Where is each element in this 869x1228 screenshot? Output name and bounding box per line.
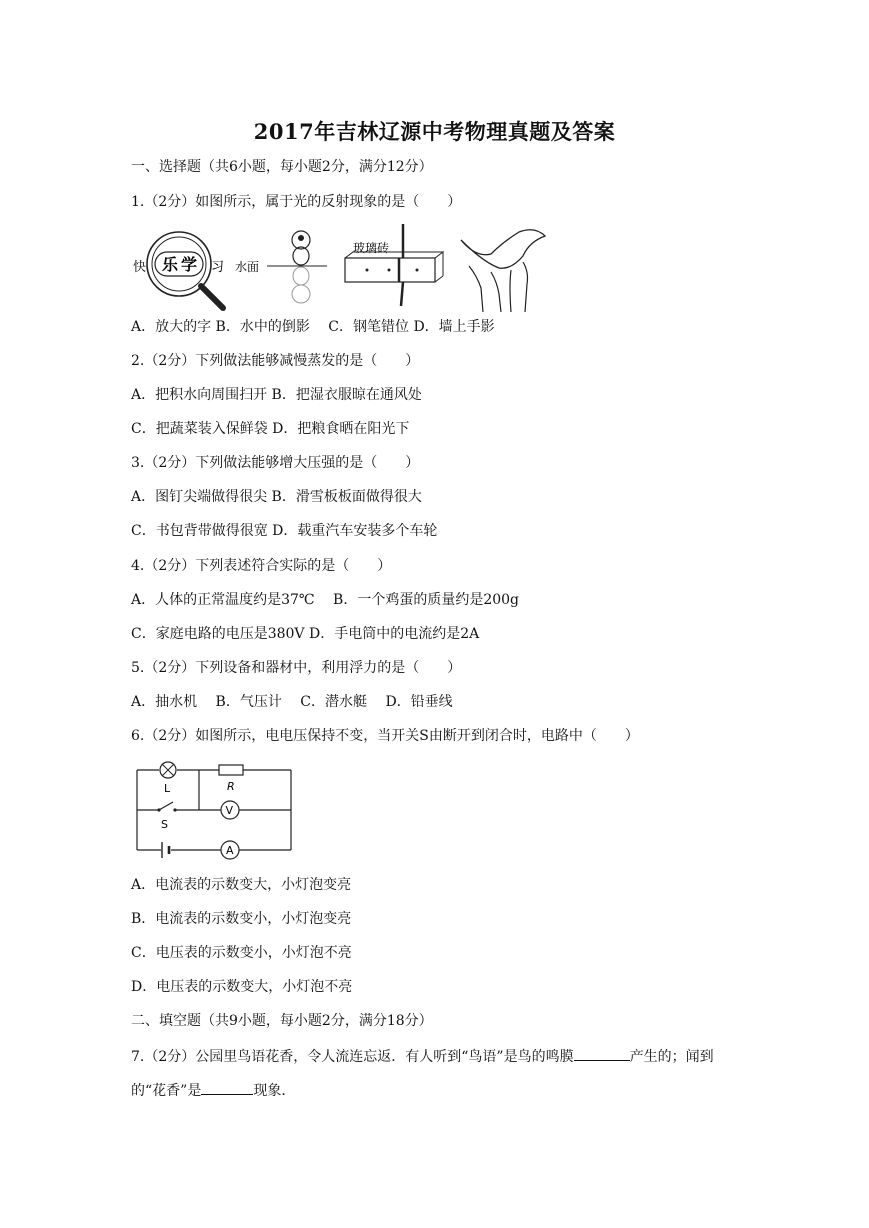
question-2-options-ab: A．把积水向周围扫开 B．把湿衣服晾在通风处 xyxy=(131,387,422,403)
question-5-stem: 5.（2分）下列设备和器材中，利用浮力的是（ ） xyxy=(131,660,462,676)
question-3-stem: 3.（2分）下列做法能够增大压强的是（ ） xyxy=(131,455,420,471)
question-4-options-cd: C．家庭电路的电压是380V D．手电筒中的电流约是2A xyxy=(131,626,480,642)
magnifier-figure xyxy=(133,232,224,308)
fig-text-xue: 学 xyxy=(181,255,198,274)
page-title: 2017年吉林辽源中考物理真题及答案 xyxy=(253,119,616,144)
label-A: A xyxy=(226,844,234,857)
question-6-circuit xyxy=(131,758,299,864)
fig-text-kuai: 快 xyxy=(133,260,147,275)
question-3-options-ab: A．图钉尖端做得很尖 B．滑雪板板面做得很大 xyxy=(131,489,422,505)
lamp-symbol xyxy=(160,762,176,778)
question-6-option-b: B．电流表的示数变小，小灯泡变亮 xyxy=(131,911,352,927)
question-3-options-cd: C．书包背带做得很宽 D．载重汽车安装多个车轮 xyxy=(131,523,438,539)
resistor-symbol xyxy=(219,765,243,775)
question-6-option-d: D．电压表的示数变大，小灯泡不亮 xyxy=(131,979,353,995)
question-1-figures xyxy=(131,222,551,314)
question-7-text-d: 现象． xyxy=(253,1083,296,1099)
question-7-line-2 xyxy=(131,1080,295,1100)
question-6-option-a: A．电流表的示数变大，小灯泡变亮 xyxy=(131,877,352,893)
question-2-stem: 2.（2分）下列做法能够减慢蒸发的是（ ） xyxy=(131,353,420,369)
answer-blank-2[interactable] xyxy=(201,1080,253,1095)
label-L: L xyxy=(164,782,171,795)
question-2-options-cd: C．把蔬菜装入保鲜袋 D．把粮食晒在阳光下 xyxy=(131,421,410,437)
question-7-text-c: 的“花香”是 xyxy=(131,1083,202,1099)
question-5-options: A．抽水机 B．气压计 C．潜水艇 D．铅垂线 xyxy=(131,694,453,710)
water-reflection-figure xyxy=(235,231,327,303)
question-4-options-ab: A．人体的正常温度约是37℃ B．一个鸡蛋的质量约是200g xyxy=(131,592,520,608)
label-V: V xyxy=(225,804,234,817)
battery-symbol xyxy=(162,842,169,858)
question-1-options: A．放大的字 B．水中的倒影 C．钢笔错位 D．墙上手影 xyxy=(131,319,495,335)
fig-text-glass: 玻璃砖 xyxy=(353,241,390,255)
label-R: R xyxy=(227,780,235,793)
switch-symbol xyxy=(157,802,176,812)
fig-text-le: 乐 xyxy=(162,255,179,274)
section-heading-fill: 二、填空题（共9小题，每小题2分，满分18分） xyxy=(131,1013,433,1029)
glass-block-figure xyxy=(345,224,443,306)
answer-blank-1[interactable] xyxy=(574,1046,630,1061)
question-4-stem: 4.（2分）下列表述符合实际的是（ ） xyxy=(131,558,392,574)
hand-shadow-figure xyxy=(461,230,545,312)
question-7-text-b: 产生的；闻到 xyxy=(629,1049,714,1065)
label-S: S xyxy=(161,818,168,831)
question-6-stem: 6.（2分）如图所示，电电压保持不变，当开关S由断开到闭合时，电路中（ ） xyxy=(131,728,639,744)
fig-text-xi: 习 xyxy=(211,260,225,275)
section-heading-choice: 一、选择题（共6小题，每小题2分，满分12分） xyxy=(131,159,433,175)
fig-text-water: 水面 xyxy=(235,260,260,274)
question-6-option-c: C．电压表的示数变小，小灯泡不亮 xyxy=(131,945,352,961)
question-7-line-1 xyxy=(131,1046,714,1066)
question-7-text-a: 7.（2分）公园里鸟语花香，令人流连忘返．有人听到“鸟语”是鸟的鸣膜 xyxy=(131,1049,574,1065)
magnifier-handle xyxy=(201,286,223,308)
question-1-stem: 1.（2分）如图所示，属于光的反射现象的是（ ） xyxy=(131,194,462,210)
